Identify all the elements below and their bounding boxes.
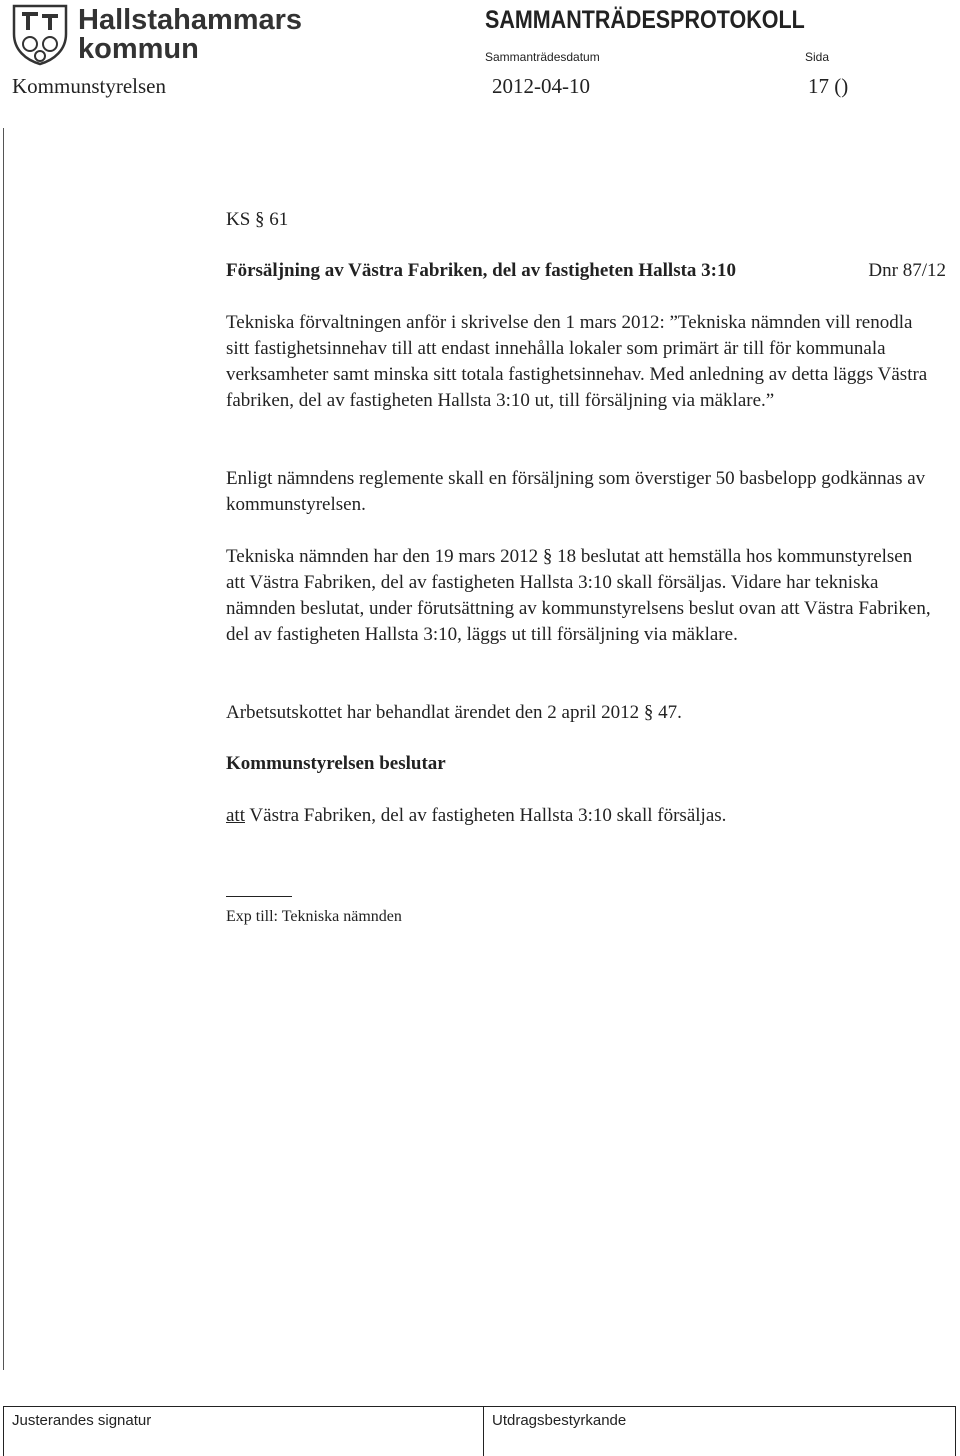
logo-sub: kommun <box>78 33 199 65</box>
separator-rule <box>226 896 292 897</box>
logo-name: Hallstahammars <box>78 4 303 36</box>
date-label: Sammanträdesdatum <box>485 50 600 64</box>
decision-body: Västra Fabriken, del av fastigheten Hallsta 3:10 skall försäljas. <box>249 805 727 826</box>
footer-rule <box>3 1406 955 1407</box>
meeting-date: 2012-04-10 <box>492 74 590 98</box>
paragraph-text: Tekniska förvaltningen anför i skrivelse den 1 mars 2012: ”Tekniska nämnden vill renodla sitt fastighetsinnehav till att endast innehålla lokaler som primärt är till för kommunala verksamheter samt minska sitt totala fastighetsinnehav. Med anledning av detta läggs Västra fabriken, del av fastigheten Hallsta 3:10 ut, till försäljning via mäklare.” <box>226 312 928 411</box>
diary-number: Dnr 87/12 <box>868 260 946 281</box>
paragraph-4 <box>226 700 931 726</box>
paragraph-1 <box>226 310 931 414</box>
decision-heading: Kommunstyrelsen beslutar <box>226 753 446 774</box>
municipality-logo <box>12 4 303 66</box>
footer-divider-middle <box>483 1406 484 1456</box>
signature-label: Justerandes signatur <box>12 1412 152 1429</box>
paragraph-2 <box>226 466 931 518</box>
left-margin-line <box>3 128 4 1370</box>
document-title: SAMMANTRÄDESPROTOKOLL <box>485 6 805 34</box>
committee-name: Kommunstyrelsen <box>12 74 166 98</box>
certification-label: Utdragsbestyrkande <box>492 1412 627 1429</box>
paragraph-text: Arbetsutskottet har behandlat ärendet den 2 april 2012 § 47. <box>226 702 682 723</box>
att-keyword: att <box>226 805 245 826</box>
paragraph-text: Enligt nämndens reglemente skall en försäljning som överstiger 50 basbelopp godkännas av kommunstyrelsen. <box>226 468 926 515</box>
paragraph-3 <box>226 544 931 648</box>
footer-divider-left <box>3 1406 4 1456</box>
page-number: 17 () <box>808 74 849 98</box>
section-heading <box>226 258 946 284</box>
logo-wordmark <box>78 6 302 64</box>
expedition-note: Exp till: Tekniska nämnden <box>226 908 402 925</box>
coat-of-arms-icon <box>12 4 68 66</box>
decision-text <box>226 803 931 829</box>
page-label: Sida <box>805 50 830 64</box>
paragraph-text: Tekniska nämnden har den 19 mars 2012 § 18 beslutat att hemställa hos kommunstyrelsen att Västra Fabriken, del av fastigheten Hallsta 3:10 skall försäljas. Vidare har tekniska nämnden beslutat, under förutsättning av kommunstyrelsens beslut ovan att Västra Fabriken, del av fastigheten Hallsta 3:10, läggs ut till försäljning via mäklare. <box>226 546 931 645</box>
footer-divider-right <box>955 1406 956 1456</box>
section-number: KS § 61 <box>226 209 289 230</box>
section-title: Försäljning av Västra Fabriken, del av fastigheten Hallsta 3:10 <box>226 260 737 281</box>
